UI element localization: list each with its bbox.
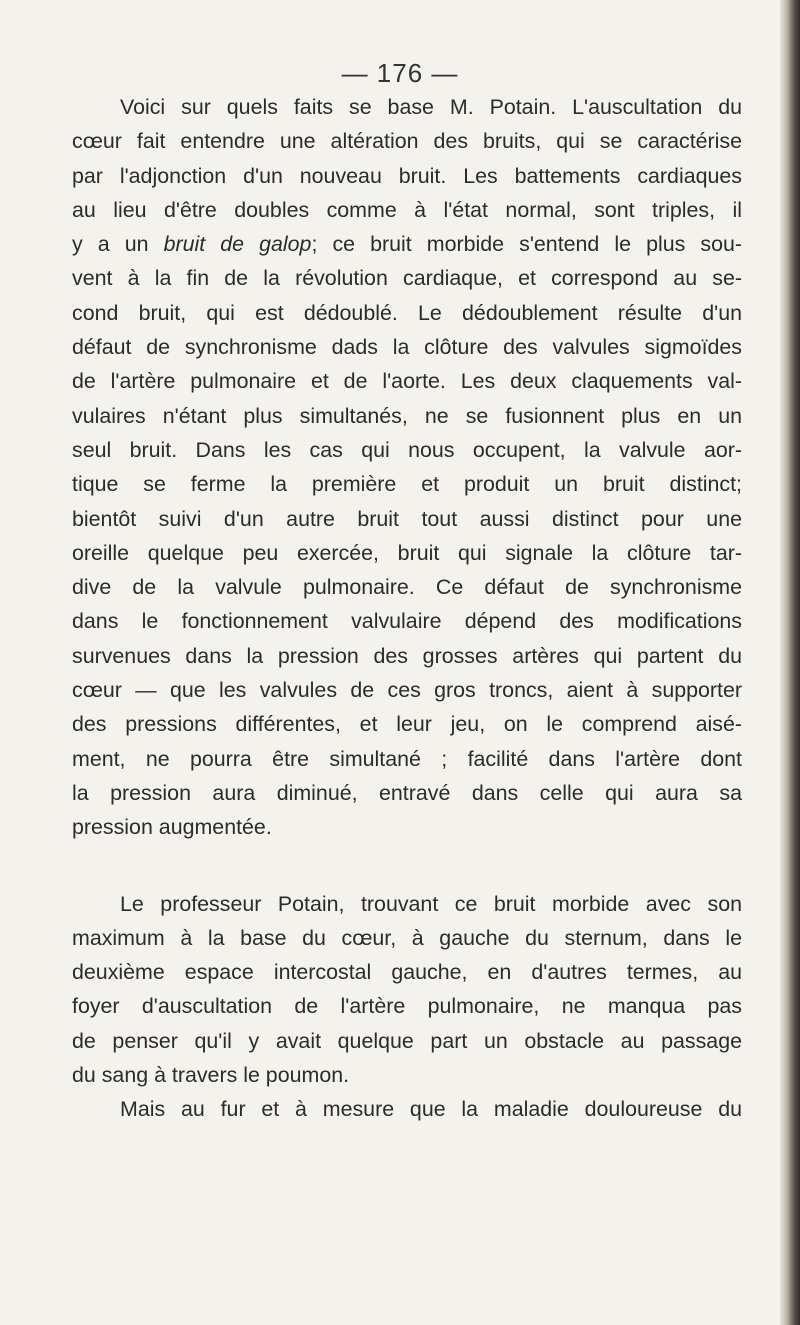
text-line: deuxième espace intercostal gauche, en d'autres termes, au [72, 960, 742, 985]
text-line: cond bruit, qui est dédoublé. Le dédoublement résulte d'un [72, 300, 742, 325]
text-line: pression augmentée. [72, 815, 272, 840]
text-line-with-italic: y a un bruit de galop; ce bruit morbide s'entend le plus sou- [72, 232, 743, 257]
body-text [72, 90, 742, 1127]
text-line: Voici sur quels faits se base M. Potain. L'auscultation du [120, 95, 742, 119]
text-line: de l'artère pulmonaire et de l'aorte. Les deux claquements val- [72, 369, 742, 394]
text-line: Le professeur Potain, trouvant ce bruit morbide avec son [120, 891, 742, 916]
text-line: défaut de synchronisme dads la clôture des valvules sigmoïdes [72, 335, 742, 360]
text-line: ment, ne pourra être simultané ; facilité dans l'artère dont [72, 746, 742, 771]
text-line: seul bruit. Dans les cas qui nous occupent, la valvule aor- [72, 437, 742, 462]
text-line: cœur fait entendre une altération des bruits, qui se caractérise [72, 129, 742, 154]
text-line: oreille quelque peu exercée, bruit qui signale la clôture tar- [72, 540, 742, 565]
text-line: de penser qu'il y avait quelque part un obstacle au passage [72, 1028, 742, 1053]
text-line: tique se ferme la première et produit un bruit distinct; [72, 472, 742, 497]
italic-phrase: bruit de galop [163, 232, 312, 257]
text-line: Mais au fur et à mesure que la maladie douloureuse du [120, 1097, 742, 1122]
text-line: maximum à la base du cœur, à gauche du sternum, dans le [72, 925, 742, 950]
page-number: — 176 — [341, 58, 459, 88]
text-line: foyer d'auscultation de l'artère pulmonaire, ne manqua pas [72, 994, 742, 1019]
text-line: cœur — que les valvules de ces gros troncs, aient à supporter [72, 678, 742, 703]
text-line: bientôt suivi d'un autre bruit tout aussi distinct pour une [72, 506, 742, 531]
text-line: la pression aura diminué, entravé dans celle qui aura sa [72, 780, 742, 805]
text-line: dans le fonctionnement valvulaire dépend des modifications [72, 609, 742, 634]
text-line: par l'adjonction d'un nouveau bruit. Les battements cardiaques [72, 163, 742, 188]
text-line: des pressions différentes, et leur jeu, on le comprend aisé- [72, 712, 742, 737]
text-line: du sang à travers le poumon. [72, 1063, 350, 1088]
text-line: vent à la fin de la révolution cardiaque, et correspond au se- [72, 266, 742, 291]
paragraph-gap [72, 845, 742, 887]
text-line: survenues dans la pression des grosses artères qui partent du [72, 643, 742, 668]
text-line: dive de la valvule pulmonaire. Ce défaut de synchronisme [72, 575, 742, 600]
text-line: vulaires n'étant plus simultanés, ne se fusionnent plus en un [72, 403, 742, 428]
page-edge-shadow [780, 0, 800, 1325]
text-line: au lieu d'être doubles comme à l'état normal, sont triples, il [72, 197, 742, 222]
